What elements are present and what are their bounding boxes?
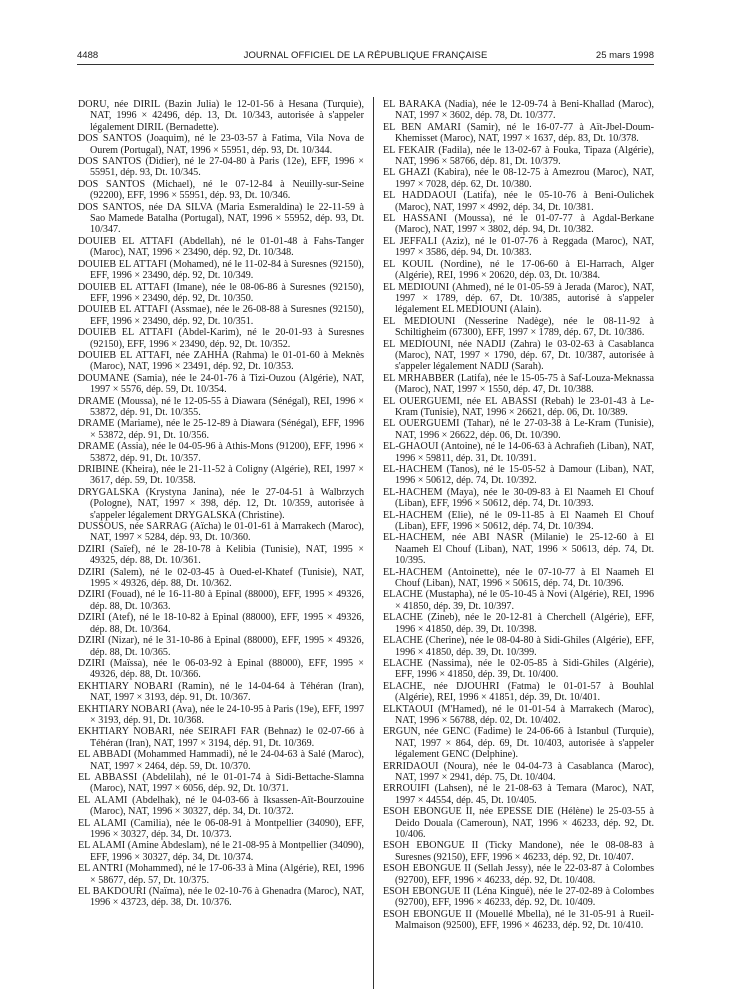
register-entry: EL ALAMI (Abdelhak), né le 04-03-66 à Iksassen-Aït-Bourzouine (Maroc), NAT, 1996 × 30327, dép. 34, Dt. 10/372. [78,794,364,818]
register-entry: EL ABBADI (Mohammed Hammadi), né le 24-04-63 à Salé (Maroc), NAT, 1997 × 2464, dép. 59, Dt. 10/370. [78,749,364,772]
page-number: 4488 [77,50,99,61]
register-entry: DOUIEB EL ATTAFI, née ZAHHA (Rahma) le 01-01-60 à Meknès (Maroc), NAT, 1996 × 23491, dép. 92, Dt. 10/353. [78,349,364,373]
register-entry: EL-HACHEM (Tanos), né le 15-05-52 à Damour (Liban), NAT, 1996 × 50612, dép. 74, Dt. 10/392. [383,464,654,487]
register-entry: DZIRI (Atef), né le 18-10-82 à Epinal (88000), EFF, 1995 × 49326, dép. 88, Dt. 10/364. [78,612,364,635]
register-entry: ELACHE (Nassima), née le 02-05-85 à Sidi-Ghiles (Algérie), EFF, 1996 × 41850, dép. 39, Dt. 10/400. [383,657,654,681]
register-entry: EKHTIARY NOBARI (Ava), née le 24-10-95 à Paris (19e), EFF, 1997 × 3193, dép. 91, Dt. 10/368. [78,703,364,726]
register-entry: DRIBINE (Kheira), née le 21-11-52 à Coligny (Algérie), REI, 1997 × 3617, dép. 59, Dt. 10/358. [78,464,364,487]
register-entry: ERRIDAOUI (Noura), née le 04-04-73 à Casablanca (Maroc), NAT, 1997 × 2941, dép. 75, Dt. 10/404. [383,760,654,783]
register-entry: DRAME (Assia), née le 04-05-96 à Athis-Mons (91200), EFF, 1996 × 53872, dép. 91, Dt. 10/357. [78,441,364,464]
register-entry: ESOH EBONGUE II (Mouellé Mbella), né le 31-05-91 à Rueil-Malmaison (92500), EFF, 1996 × 46233, dép. 92, Dt. 10/410. [383,908,654,932]
register-entry: DZIRI (Saïef), né le 28-10-78 à Kelibia (Tunisie), NAT, 1995 × 49325, dép. 88, Dt. 10/361. [78,543,364,567]
register-entry: EL BARAKA (Nadia), née le 12-09-74 à Beni-Khallad (Maroc), NAT, 1997 × 3602, dép. 78, Dt. 10/377. [383,99,654,122]
register-entry: DZIRI (Nizar), né le 31-10-86 à Epinal (88000), EFF, 1995 × 49326, dép. 88, Dt. 10/365. [78,635,364,658]
register-entry: DOS SANTOS, née DA SILVA (Maria Esmeraldina) le 22-11-59 à Sao Mamede Batalha (Portugal), NAT, 1996 × 55952, dép. 93, Dt. 10/347. [78,201,364,236]
register-entry: EL OUERGUEMI (Tahar), né le 27-03-38 à Le-Kram (Tunisie), NAT, 1996 × 26622, dép. 06, Dt. 10/390. [383,418,654,441]
register-entry: DOUIEB EL ATTAFI (Imane), née le 08-06-86 à Suresnes (92150), EFF, 1996 × 23490, dép. 92, Dt. 10/350. [78,281,364,304]
register-entry: EL-HACHEM (Maya), née le 30-09-83 à El Naameh El Chouf (Liban), EFF, 1996 × 50612, dép. 74, Dt. 10/393. [383,486,654,510]
register-entry: ESOH EBONGUE II (Léna Kingué), née le 27-02-89 à Colombes (92700), EFF, 1996 × 46233, dép. 92, Dt. 10/409. [383,886,654,909]
register-entry: ESOH EBONGUE II (Sellah Jessy), née le 22-03-87 à Colombes (92700), EFF, 1996 × 46233, dép. 92, Dt. 10/408. [383,863,654,886]
register-entry: ELKTAOUI (M'Hamed), né le 01-01-54 à Marrakech (Maroc), NAT, 1996 × 56788, dép. 02, Dt. 10/402. [383,703,654,726]
register-entry: EL HADDAOUI (Latifa), née le 05-10-76 à Beni-Oulichek (Maroc), NAT, 1997 × 4992, dép. 34, Dt. 10/381. [383,190,654,213]
register-entry: DOUIEB EL ATTAFI (Abdellah), né le 01-01-48 à Fahs-Tanger (Maroc), NAT, 1996 × 23490, dép. 92, Dt. 10/348. [78,235,364,259]
register-entry: DUSSOUS, née SARRAG (Aïcha) le 01-01-61 à Marrakech (Maroc), NAT, 1997 × 5284, dép. 93, Dt. 10/360. [78,521,364,544]
register-entry: DOS SANTOS (Didier), né le 27-04-80 à Paris (12e), EFF, 1996 × 55951, dép. 93, Dt. 10/345. [78,156,364,179]
register-entry: EL MEDIOUNI (Nesserine Nadège), née le 08-11-92 à Schiltigheim (67300), EFF, 1997 × 1789, dép. 67, Dt. 10/386. [383,315,654,339]
register-entry: EL MEDIOUNI (Ahmed), né le 01-05-59 à Jerada (Maroc), NAT, 1997 × 1789, dép. 67, Dt. 10/385, autorisé à s'appeler légalement EL MEDIOUNI (Alain). [383,281,654,316]
register-entry: DRAME (Moussa), né le 12-05-55 à Diawara (Sénégal), REI, 1996 × 53872, dép. 91, Dt. 10/355. [78,395,364,418]
register-entry: DOUIEB EL ATTAFI (Abdel-Karim), né le 20-01-93 à Suresnes (92150), EFF, 1996 × 23490, dép. 92, Dt. 10/352. [78,327,364,350]
register-entry: EL MEDIOUNI, née NADIJ (Zahra) le 03-02-63 à Casablanca (Maroc), NAT, 1997 × 1790, dép. 67, Dt. 10/387, autorisée à s'appeler légalement NADIJ (Sarah). [383,338,654,373]
register-entry: EL OUERGUEMI, née EL ABASSI (Rebah) le 23-01-43 à Le-Kram (Tunisie), NAT, 1996 × 26621, dép. 06, Dt. 10/389. [383,395,654,418]
issue-date: 25 mars 1998 [595,50,654,61]
journal-title: JOURNAL OFFICIEL DE LA RÉPUBLIQUE FRANÇAISE [243,50,488,61]
register-entry: DOS SANTOS (Joaquim), né le 23-03-57 à Fatima, Vila Nova de Ourem (Portugal), NAT, 1996 × 55951, dép. 93, Dt. 10/344. [78,133,364,156]
register-entry: ERROUIFI (Lahsen), né le 21-08-63 à Temara (Maroc), NAT, 1997 × 44554, dép. 45, Dt. 10/405. [383,783,654,806]
register-entry: EL-HACHEM (Elie), né le 09-11-85 à El Naameh El Chouf (Liban), EFF, 1996 × 50612, dép. 74, Dt. 10/394. [383,509,654,533]
register-entry: EL-GHAOUI (Antoine), né le 14-06-63 à Achrafieh (Liban), NAT, 1996 × 59811, dép. 31, Dt. 10/391. [383,441,654,464]
register-entry: DOS SANTOS (Michael), né le 07-12-84 à Neuilly-sur-Seine (92200), EFF, 1996 × 55951, dép. 93, Dt. 10/346. [78,178,364,202]
page-header [77,50,654,64]
register-entry: ELACHE (Zineb), née le 20-12-81 à Cherchell (Algérie), EFF, 1996 × 41850, dép. 39, Dt. 10/398. [383,612,654,635]
register-entry: DRYGALSKA (Krystyna Janina), née le 27-04-51 à Walbrzych (Pologne), NAT, 1997 × 398, dép. 12, Dt. 10/359, autorisée à s'appeler légalement DRYGALSKA (Christine). [78,486,364,521]
register-entry: EKHTIARY NOBARI, née SEIRAFI FAR (Behnaz) le 02-07-66 à Téhéran (Iran), NAT, 1997 × 3194, dép. 91, Dt. 10/369. [78,726,364,749]
register-entry: DOUIEB EL ATTAFI (Mohamed), né le 11-02-84 à Suresnes (92150), EFF, 1996 × 23490, dép. 92, Dt. 10/349. [78,258,364,282]
register-entry: EL-HACHEM, née ABI NASR (Milanie) le 25-12-60 à El Naameh El Chouf (Liban), NAT, 1996 × 50613, dép. 74, Dt. 10/395. [383,532,654,567]
register-entry: ESOH EBONGUE II, née EPESSE DIE (Hélène) le 25-03-55 à Deido Douala (Cameroun), NAT, 1996 × 46233, dép. 92, Dt. 10/406. [383,806,654,840]
register-entry: EL GHAZI (Kabira), née le 08-12-75 à Amezrou (Maroc), NAT, 1997 × 7028, dép. 62, Dt. 10/380. [383,167,654,190]
register-entry: EL FEKAIR (Fadila), née le 13-02-67 à Fouka, Tipaza (Algérie), NAT, 1996 × 58766, dép. 81, Dt. 10/379. [383,144,654,168]
register-entry: EL JEFFALI (Aziz), né le 01-07-76 à Reggada (Maroc), NAT, 1997 × 3586, dép. 94, Dt. 10/383. [383,235,654,259]
register-entry: EL ALAMI (Camilia), née le 06-08-91 à Montpellier (34090), EFF, 1996 × 30327, dép. 34, Dt. 10/373. [78,817,364,840]
register-entry: DRAME (Mariame), née le 25-12-89 à Diawara (Sénégal), EFF, 1996 × 53872, dép. 91, Dt. 10/356. [78,418,364,441]
register-entry: DOUMANE (Samia), née le 24-01-76 à Tizi-Ouzou (Algérie), NAT, 1997 × 5576, dép. 59, Dt. 10/354. [78,372,364,396]
header-rule [77,64,654,65]
register-entry: ELACHE, née DJOUHRI (Fatma) le 01-01-57 à Bouhlal (Algérie), REI, 1996 × 41851, dép. 39, Dt. 10/401. [383,680,654,704]
register-entry: ERGUN, née GENC (Fadime) le 24-06-66 à Istanbul (Turquie), NAT, 1997 × 864, dép. 69, Dt. 10/403, autorisée à s'appeler légalement GENC (Delphine). [383,726,654,761]
register-entry: DZIRI (Salem), né le 02-03-45 à Oued-el-Khatef (Tunisie), NAT, 1995 × 49326, dép. 88, Dt. 10/362. [78,566,364,590]
register-entry: EL ANTRI (Mohammed), né le 17-06-33 à Mina (Algérie), REI, 1996 × 58677, dép. 57, Dt. 10/375. [78,863,364,886]
register-entry: DOUIEB EL ATTAFI (Assmae), née le 26-08-88 à Suresnes (92150), EFF, 1996 × 23490, dép. 92, Dt. 10/351. [78,304,364,327]
left-column [78,99,364,909]
register-entry: EL-HACHEM (Antoinette), née le 07-10-77 à El Naameh El Chouf (Liban), NAT, 1996 × 50615, dép. 74, Dt. 10/396. [383,566,654,590]
register-entry: EL KOUIL (Nordine), né le 17-06-60 à El-Harrach, Alger (Algérie), REI, 1996 × 20620, dép. 03, Dt. 10/384. [383,258,654,282]
register-entry: EKHTIARY NOBARI (Ramin), né le 14-04-64 à Téhéran (Iran), NAT, 1997 × 3193, dép. 91, Dt. 10/367. [78,680,364,704]
register-entry: DZIRI (Maïssa), née le 06-03-92 à Epinal (88000), EFF, 1995 × 49326, dép. 88, Dt. 10/366. [78,657,364,681]
column-separator [373,97,374,989]
register-entry: DORU, née DIRIL (Bazin Julia) le 12-01-56 à Hesana (Turquie), NAT, 1996 × 42496, dép. 13, Dt. 10/343, autorisée à s'appeler légalement DIRIL (Bernadette). [78,99,364,133]
register-entry: EL BEN AMARI (Samir), né le 16-07-77 à Aït-Jbel-Doum-Khemisset (Maroc), NAT, 1997 × 1637, dép. 83, Dt. 10/378. [383,121,654,145]
register-entry: DZIRI (Fouad), né le 16-11-80 à Epinal (88000), EFF, 1995 × 49326, dép. 88, Dt. 10/363. [78,589,364,612]
register-entry: EL MRHABBER (Latifa), née le 15-05-75 à Saf-Louza-Meknassa (Maroc), NAT, 1997 × 1550, dép. 47, Dt. 10/388. [383,372,654,396]
register-entry: EL ALAMI (Amine Abdeslam), né le 21-08-95 à Montpellier (34090), EFF, 1996 × 30327, dép. 34, Dt. 10/374. [78,840,364,863]
register-entry: EL HASSANI (Moussa), né le 01-07-77 à Agdal-Berkane (Maroc), NAT, 1997 × 3802, dép. 94, Dt. 10/382. [383,213,654,236]
register-entry: EL ABBASSI (Abdelilah), né le 01-01-74 à Sidi-Bettache-Slamna (Maroc), NAT, 1997 × 6056, dép. 92, Dt. 10/371. [78,771,364,795]
register-entry: ELACHE (Cherine), née le 08-04-80 à Sidi-Ghiles (Algérie), EFF, 1996 × 41850, dép. 39, Dt. 10/399. [383,635,654,658]
right-column [383,99,654,932]
register-entry: ESOH EBONGUE II (Ticky Mandone), née le 08-08-83 à Suresnes (92150), EFF, 1996 × 46233, dép. 92, Dt. 10/407. [383,840,654,863]
register-entry: ELACHE (Mustapha), né le 05-10-45 à Novi (Algérie), REI, 1996 × 41850, dép. 39, Dt. 10/397. [383,589,654,612]
register-entry: EL BAKDOURI (Naïma), née le 02-10-76 à Ghenadra (Maroc), NAT, 1996 × 43723, dép. 38, Dt. 10/376. [78,886,364,909]
